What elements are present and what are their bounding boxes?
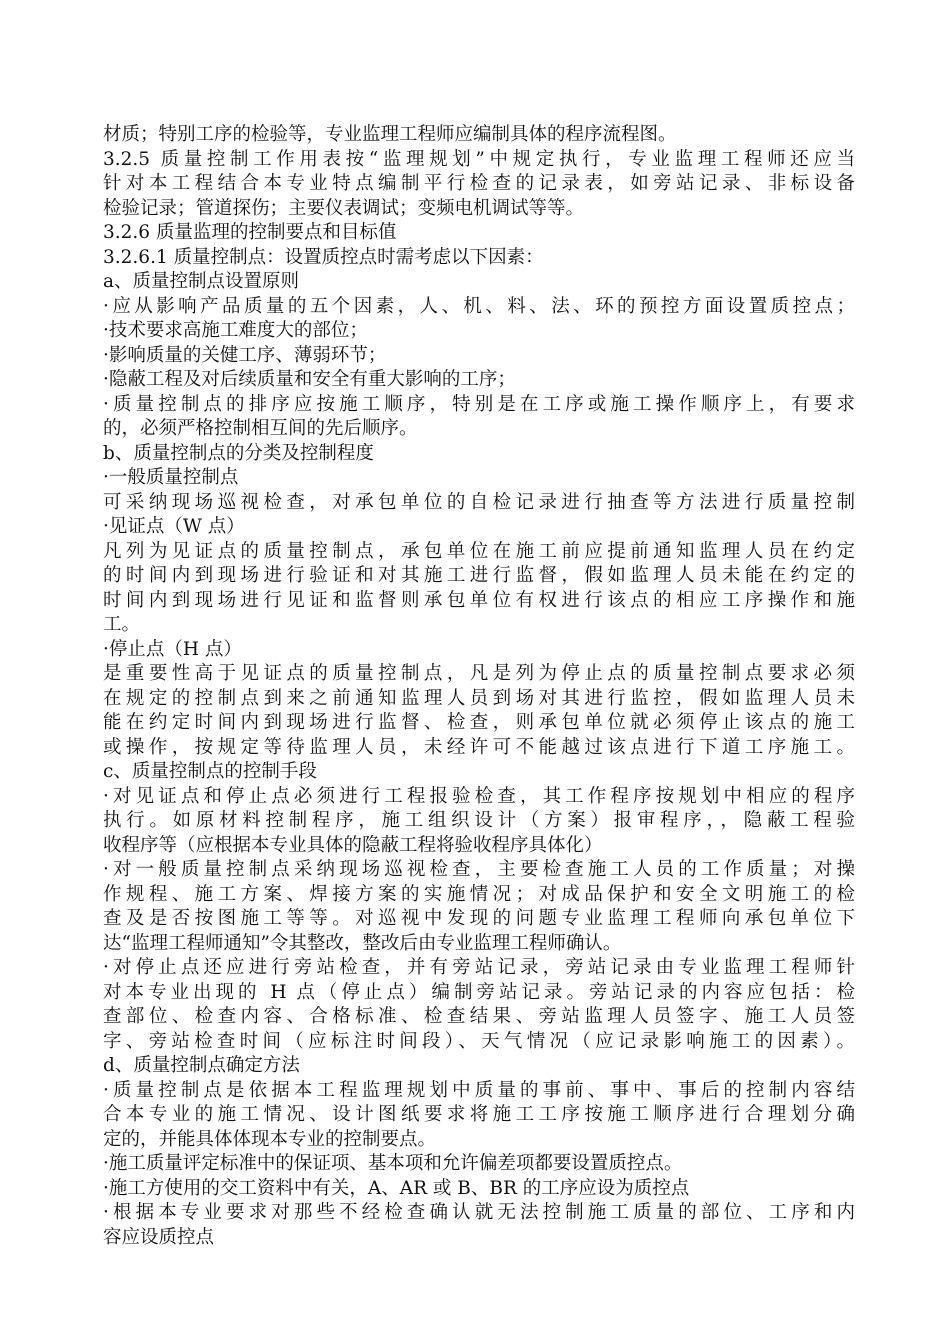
text-line: ·影响质量的关健工序、薄弱环节； <box>103 344 387 366</box>
text-line: 材质；特别工序的检验等，专业监理工程师应编制具体的程序流程图。 <box>103 124 677 145</box>
text-line: ·停止点（H 点） <box>103 638 242 660</box>
text-line: ·质量控制点是依据本工程监理规划中质量的事前、事中、事后的控制内容结 <box>103 1079 855 1101</box>
text-line: 或操作，按规定等待监理人员，未经许可不能越过该点进行下道工序施工。 <box>103 736 855 758</box>
document-body <box>103 123 855 1250</box>
text-line: 字、旁站检查时间（应标注时间段）、天气情况（应记录影响施工的因素）。 <box>103 1030 855 1052</box>
text-line: ·技术要求高施工难度大的部位； <box>103 320 368 341</box>
text-line: 查部位、检查内容、合格标准、检查结果、旁站监理人员签字、施工人员签 <box>103 1006 855 1027</box>
text-line: ·施工质量评定标准中的保证项、基本项和允许偏差项都要设置质控点。 <box>103 1153 683 1174</box>
text-line: 合本专业的施工情况、设计图纸要求将施工工序按施工顺序进行合理划分确 <box>103 1104 855 1125</box>
text-line: 针对本工程结合本专业特点编制平行检查的记录表，如旁站记录、非标设备 <box>103 173 855 194</box>
text-line: 是重要性高于见证点的质量控制点，凡是列为停止点的质量控制点要求必须 <box>103 663 855 684</box>
text-line: a、质量控制点设置原则 <box>103 271 300 292</box>
text-line: ·隐蔽工程及对后续质量和安全有重大影响的工序； <box>103 369 516 390</box>
text-line: ·一般质量控制点 <box>103 467 239 488</box>
text-line: 时间内到现场进行见证和监督则承包单位有权进行该点的相应工序操作和施 <box>103 589 855 611</box>
text-line: b、质量控制点的分类及控制程度 <box>103 442 374 464</box>
text-line: 3.2.5 质量控制工作用表按“监理规划”中规定执行，专业监理工程师还应当 <box>103 148 855 170</box>
text-line: 的，必须严格控制相互间的先后顺序。 <box>103 418 418 439</box>
text-line: 定的，并能具体体现本专业的控制要点。 <box>103 1128 437 1150</box>
text-line: ·对停止点还应进行旁站检查，并有旁站记录，旁站记录由专业监理工程师针 <box>103 957 855 978</box>
text-line: 在规定的控制点到来之前通知监理人员到场对其进行监控，假如监理人员未 <box>103 687 855 709</box>
text-line: 检验记录；管道探伤；主要仪表调试；变频电机调试等等。 <box>103 197 585 219</box>
text-line: 凡列为见证点的质量控制点，承包单位在施工前应提前通知监理人员在约定 <box>103 540 855 562</box>
text-line: ·对一般质量控制点采纳现场巡视检查，主要检查施工人员的工作质量；对操 <box>103 859 855 880</box>
text-line: 对本专业出现的 H 点（停止点）编制旁站记录。旁站记录的内容应包括：检 <box>103 981 855 1003</box>
text-line: ·施工方使用的交工资料中有关，A、AR 或 B、BR 的工序应设为质控点 <box>103 1177 690 1199</box>
text-line: ·见证点（W 点） <box>103 516 245 537</box>
text-line: d、质量控制点确定方法 <box>103 1055 300 1076</box>
text-line: ·应从影响产品质量的五个因素，人、机、料、法、环的预控方面设置质控点； <box>103 295 855 317</box>
text-line: ·对见证点和停止点必须进行工程报验检查，其工作程序按规划中相应的程序 <box>103 785 855 807</box>
text-line: 查及是否按图施工等等。对巡视中发现的问题专业监理工程师向承包单位下 <box>103 908 855 929</box>
text-line: ·根据本专业要求对那些不经检查确认就无法控制施工质量的部位、工序和内 <box>103 1202 855 1223</box>
text-line: 可采纳现场巡视检查，对承包单位的自检记录进行抽查等方法进行质量控制 <box>103 491 855 513</box>
text-line: 容应设质控点 <box>103 1226 215 1248</box>
text-line: 3.2.6 质量监理的控制要点和目标值 <box>103 222 397 243</box>
text-line: c、质量控制点的控制手段 <box>103 761 317 782</box>
text-line: 3.2.6.1 质量控制点：设置质控点时需考虑以下因素： <box>103 246 544 268</box>
text-line: 达“监理工程师通知”令其整改，整改后由专业监理工程师确认。 <box>103 932 622 954</box>
text-line: 能在约定时间内到现场进行监督、检查，则承包单位就必须停止该点的施工 <box>103 712 855 733</box>
text-line: 的时间内到现场进行验证和对其施工进行监督，假如监理人员未能在约定的 <box>103 565 855 586</box>
text-line: 工。 <box>103 614 141 635</box>
text-line: 收程序等（应根据本专业具体的隐蔽工程将验收程序具体化） <box>103 834 603 856</box>
text-line: 执行。如原材料控制程序，施工组织设计（方案）报审程序，，隐蔽工程验 <box>103 810 855 831</box>
text-line: ·质量控制点的排序应按施工顺序，特别是在工序或施工操作顺序上，有要求 <box>103 393 855 415</box>
text-line: 作规程、施工方案、焊接方案的实施情况；对成品保护和安全文明施工的检 <box>103 883 855 905</box>
